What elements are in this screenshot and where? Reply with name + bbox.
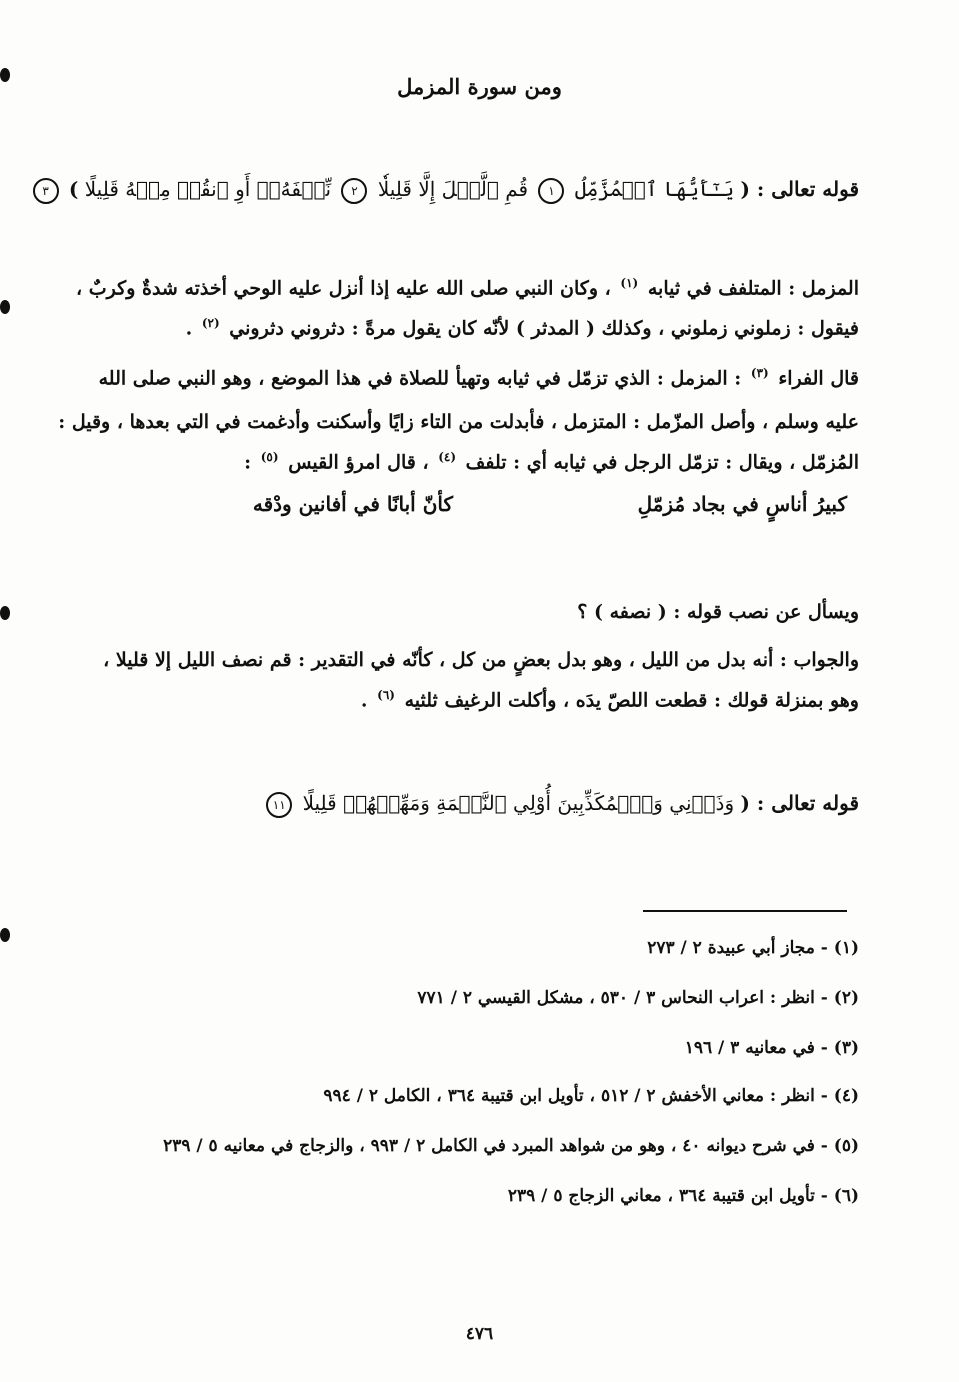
footnote: (٢) - انظر : اعراب النحاس ٣ / ٥٣٠ ، مشكل القيسي ٢ / ٧٧١: [417, 988, 859, 1008]
text-span: المزمل : المتلفف في ثيابه: [647, 277, 859, 300]
footnote: (٣) - في معانيه ٣ / ١٩٦: [684, 1038, 859, 1058]
question-line: [79, 600, 859, 625]
footnote: (٥) - في شرح ديوانه ٤٠ ، وهو من شواهد المبرد في الكامل ٢ / ٩٩٣ ، والزجاج في معانيه ٥ / ٢٣٩: [163, 1136, 859, 1156]
text-span: .: [185, 317, 193, 340]
body-line: [79, 366, 859, 391]
poem-hemistich-left: كبيرُ أناسٍ في بجاد مُزمّلِ: [637, 492, 847, 516]
verse-text: قُمِ ٱلَّيۡلَ إِلَّا قَلِيلٗا: [377, 177, 529, 201]
verse-text: نِّصۡفَهُۥٓ أَوِ ٱنقُصۡ مِنۡهُ قَلِيلًا: [84, 177, 332, 201]
body-line: [79, 450, 859, 475]
verse-text: يَـٰٓأَيُّهَا ٱلۡمُزَّمِّلُ: [574, 177, 735, 201]
body-line: [79, 316, 859, 341]
page-number: ٤٧٦: [465, 1324, 494, 1344]
aya-number-marker: ٢: [341, 178, 367, 204]
footnote-reference: (٣): [750, 366, 769, 380]
footnote-reference: (٤): [438, 450, 457, 464]
verse-close: ): [68, 177, 79, 201]
binding-hole-mark: [0, 606, 10, 620]
footnote: (٦) - تأويل ابن قتيبة ٣٦٤ ، معاني الزجاج ٥ / ٢٣٩: [507, 1186, 859, 1206]
poem-hemistich-right: كأنّ أبانًا في أفانين ودْقه: [252, 492, 453, 516]
footnote-reference: (١): [620, 276, 639, 290]
verse-text: وَذَرۡنِي وَٱلۡمُكَذِّبِينَ أُوْلِي ٱلنَّعۡمَةِ وَمَهِّلۡهُمۡ قَلِيلًا: [302, 791, 735, 815]
text-span: قال الفراء: [778, 367, 859, 390]
text-span: ، قال امرؤ القيس: [288, 451, 429, 474]
page-title: ومن سورة المزمل: [397, 74, 562, 99]
footnote-separator: [643, 910, 847, 912]
text-span: :: [244, 451, 252, 474]
footnote-reference: (٢): [201, 316, 220, 330]
answer-line: [79, 688, 859, 713]
binding-hole-mark: [0, 928, 10, 942]
aya-number-marker: ١: [538, 178, 564, 204]
text-span: : المزمل : الذي تزمّل في ثيابه وتهيأ للصلاة في هذا الموضع ، وهو النبي صلى الله: [98, 367, 742, 390]
answer-line: والجواب : أنه بدل من الليل ، وهو بدل بعضٍ من كل ، كأنّه في التقدير : قم نصف الليل إلا قليلا ،: [103, 649, 859, 671]
text-span: لأنّه كان يقول مرةً : دثروني دثروني: [229, 317, 510, 340]
text-span: ويسأل عن نصب قوله :: [673, 601, 859, 623]
text-span: فيقول : زملوني زملوني ، وكذلك: [601, 317, 859, 340]
verse-intro: قوله تعالى : (: [740, 177, 859, 201]
verse-line-2: [79, 790, 859, 818]
verse-intro: قوله تعالى : (: [740, 791, 859, 815]
text-span: وهو بمنزلة قولك : قطعت اللصّ يدَه ، وأكلت الرغيف ثلثيه: [404, 689, 859, 712]
footnote-reference: (٦): [377, 688, 395, 702]
body-line: [76, 276, 859, 301]
verse-line-1: [42, 176, 859, 204]
aya-number-marker: ٣: [33, 178, 59, 204]
footnote: (٤) - انظر : معاني الأخفش ٢ / ٥١٢ ، تأويل ابن قتيبة ٣٦٤ ، الكامل ٢ / ٩٩٤: [323, 1086, 859, 1106]
text-span: ؟: [577, 601, 588, 623]
text-span: ، وكان النبي صلى الله عليه إذا أنزل عليه الوحي أخذته شدةٌ وكربٌ ،: [76, 277, 611, 300]
body-line: عليه وسلم ، وأصل المزّمل : المتزمل ، فأبدلت من التاء زايًا وأسكنت وأدغمت في التي بعدها ، وقيل :: [58, 411, 859, 433]
aya-number-marker: ١١: [266, 792, 292, 818]
footnote: (١) - مجاز أبي عبيدة ٢ / ٢٧٣: [647, 938, 859, 958]
highlighted-term: ( نصفه ): [594, 601, 667, 623]
highlighted-term: ( المدثر ): [515, 317, 595, 340]
text-span: المُزمّل ، ويقال : تزمّل الرجل في ثيابه أي : تلفف: [465, 451, 859, 474]
binding-hole-mark: [0, 300, 10, 314]
footnote-reference: (٥): [260, 450, 279, 464]
text-span: .: [360, 689, 368, 712]
